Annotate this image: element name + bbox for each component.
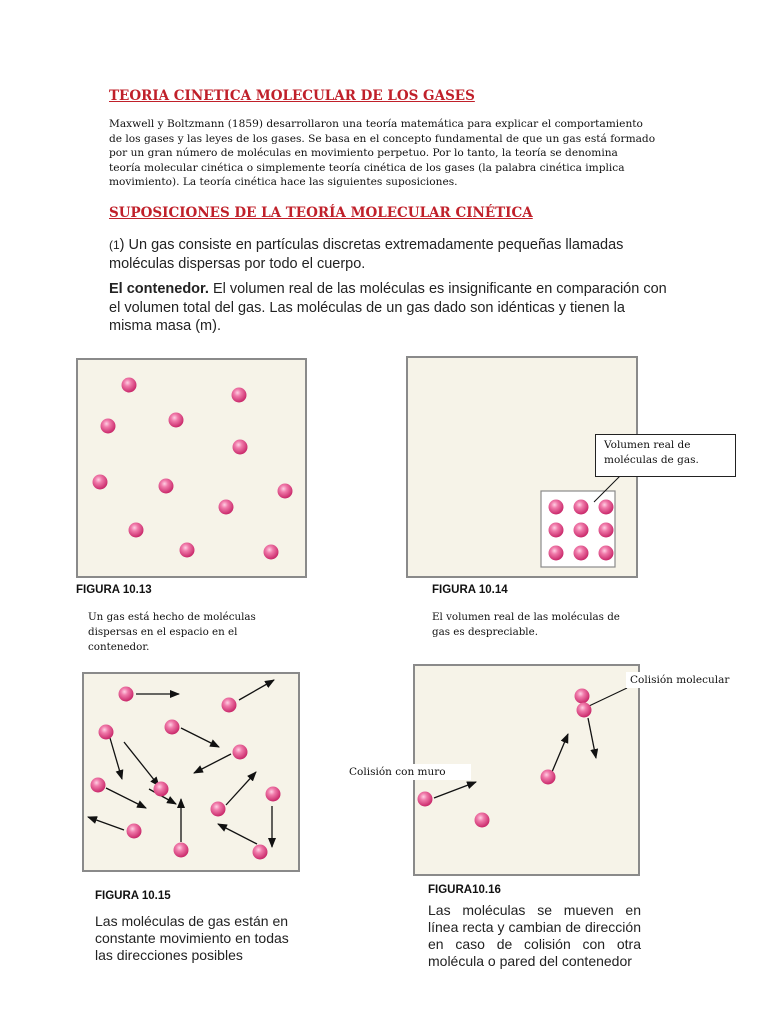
caption-line: Las moléculas se mueven en: [428, 902, 641, 918]
container-paragraph: [109, 280, 669, 336]
wall-collision-label: Colisión con muro: [347, 764, 471, 780]
figure-10-14-label: FIGURA 10.14: [432, 584, 508, 596]
molecule: [233, 440, 248, 455]
molecule: [599, 546, 614, 561]
caption-line: línea recta y cambian de dirección: [428, 919, 641, 935]
caption-line: contenedor.: [88, 641, 150, 653]
container-text: El volumen real de las moléculas es insignificante en comparación con: [208, 281, 667, 297]
molecule: [475, 813, 490, 828]
container-line: el volumen total del gas. Las moléculas de un gas dado son idénticas y tienen la: [109, 299, 625, 316]
intro-line: Maxwell y Boltzmann (1859) desarrollaron una teoría matemática para explicar el comportamiento: [109, 118, 643, 130]
figure-10-15-diagram: [82, 672, 300, 872]
motion-arrow: [434, 782, 476, 798]
intro-line: de los gases y las leyes de los gases. Se basa en el concepto fundamental de que un gas está formado: [109, 132, 656, 145]
caption-line: las direcciones posibles: [95, 947, 243, 963]
motion-arrow: [552, 734, 568, 772]
assumption-1-line: moléculas dispersas por todo el cuerpo.: [109, 255, 366, 272]
molecule: [119, 687, 134, 702]
caption-line: dispersas en el espacio en el: [88, 626, 238, 638]
section-title: SUPOSICIONES DE LA TEORÍA MOLECULAR CINÉTICA: [109, 205, 533, 221]
molecule: [101, 419, 116, 434]
container-heading: El contenedor.: [109, 281, 209, 297]
figure-10-13-svg: [78, 360, 305, 576]
molecule: [574, 523, 589, 538]
molecule: [91, 778, 106, 793]
figure-10-13-caption: [88, 610, 288, 655]
caption-line: molécula o pared del contenedor: [428, 953, 632, 969]
assumption-1-text: ) Un gas consiste en partículas discretas extremadamente pequeñas llamadas: [119, 237, 624, 253]
molecule: [264, 545, 279, 560]
intro-line: teoría molecular cinética o simplemente teoría cinética de los gases (la palabra cinética implica: [109, 161, 625, 174]
molecule: [129, 523, 144, 538]
molecule: [266, 787, 281, 802]
molecule: [211, 802, 226, 817]
molecule: [599, 523, 614, 538]
figure-10-16-label: FIGURA10.16: [428, 884, 501, 896]
molecule: [127, 824, 142, 839]
molecule: [541, 770, 556, 785]
molecule: [575, 689, 590, 704]
motion-arrow: [218, 824, 257, 844]
intro-line: movimiento). La teoría cinética hace las siguientes suposiciones.: [109, 176, 458, 188]
molecule: [222, 698, 237, 713]
motion-arrow: [88, 817, 124, 830]
molecule: [577, 703, 592, 718]
intro-line: por un gran número de moléculas en movimiento perpetuo. Por lo tanto, la teoría se denomina: [109, 147, 618, 159]
callout-line: moléculas de gas.: [604, 454, 699, 466]
molecule: [219, 500, 234, 515]
motion-arrow: [588, 718, 596, 758]
molecule: [278, 484, 293, 499]
motion-arrow: [226, 772, 256, 805]
figure-10-14-caption: [432, 610, 652, 640]
figure-10-13-label: FIGURA 10.13: [76, 584, 152, 596]
molecular-collision-label: Colisión molecular: [626, 672, 733, 688]
molecule: [233, 745, 248, 760]
figure-10-14-callout: [595, 434, 736, 477]
assumption-number: (1: [109, 238, 120, 252]
molecule: [599, 500, 614, 515]
figure-10-13-diagram: [76, 358, 307, 578]
container-line: misma masa (m).: [109, 318, 221, 334]
molecule: [418, 792, 433, 807]
figure-10-16-caption: [428, 902, 641, 970]
callout-line: Volumen real de: [604, 439, 691, 451]
motion-arrow: [239, 680, 274, 700]
caption-line: en caso de colisión con otra: [428, 936, 641, 952]
motion-arrow: [106, 788, 146, 808]
molecule: [165, 720, 180, 735]
molecule: [549, 500, 564, 515]
callout-pointer: [589, 688, 627, 706]
caption-line: El volumen real de las moléculas de: [432, 611, 620, 623]
assumption-1-line: [109, 236, 669, 255]
caption-line: gas es despreciable.: [432, 626, 538, 638]
intro-paragraph: [109, 117, 669, 190]
page-title: TEORIA CINETICA MOLECULAR DE LOS GASES: [109, 88, 475, 104]
molecule: [549, 546, 564, 561]
molecule: [232, 388, 247, 403]
caption-line: Un gas está hecho de moléculas: [88, 611, 256, 623]
molecule: [574, 500, 589, 515]
molecule: [93, 475, 108, 490]
molecule: [174, 843, 189, 858]
caption-line: Las moléculas de gas están en: [95, 913, 289, 929]
container-line: [109, 280, 669, 299]
molecule: [549, 523, 564, 538]
figure-10-15-svg: [84, 674, 298, 870]
motion-arrow: [110, 738, 122, 779]
molecule: [99, 725, 114, 740]
molecule: [253, 845, 268, 860]
molecule: [122, 378, 137, 393]
molecule: [180, 543, 195, 558]
motion-arrow: [194, 754, 231, 773]
caption-line: constante movimiento en todas: [95, 930, 289, 946]
motion-arrow: [181, 728, 219, 747]
motion-arrow: [124, 742, 159, 786]
figure-10-15-caption: [95, 913, 315, 964]
figure-10-15-label: FIGURA 10.15: [95, 890, 171, 902]
molecule: [169, 413, 184, 428]
molecule: [159, 479, 174, 494]
molecule: [154, 782, 169, 797]
molecule: [574, 546, 589, 561]
assumption-1: [109, 236, 669, 273]
